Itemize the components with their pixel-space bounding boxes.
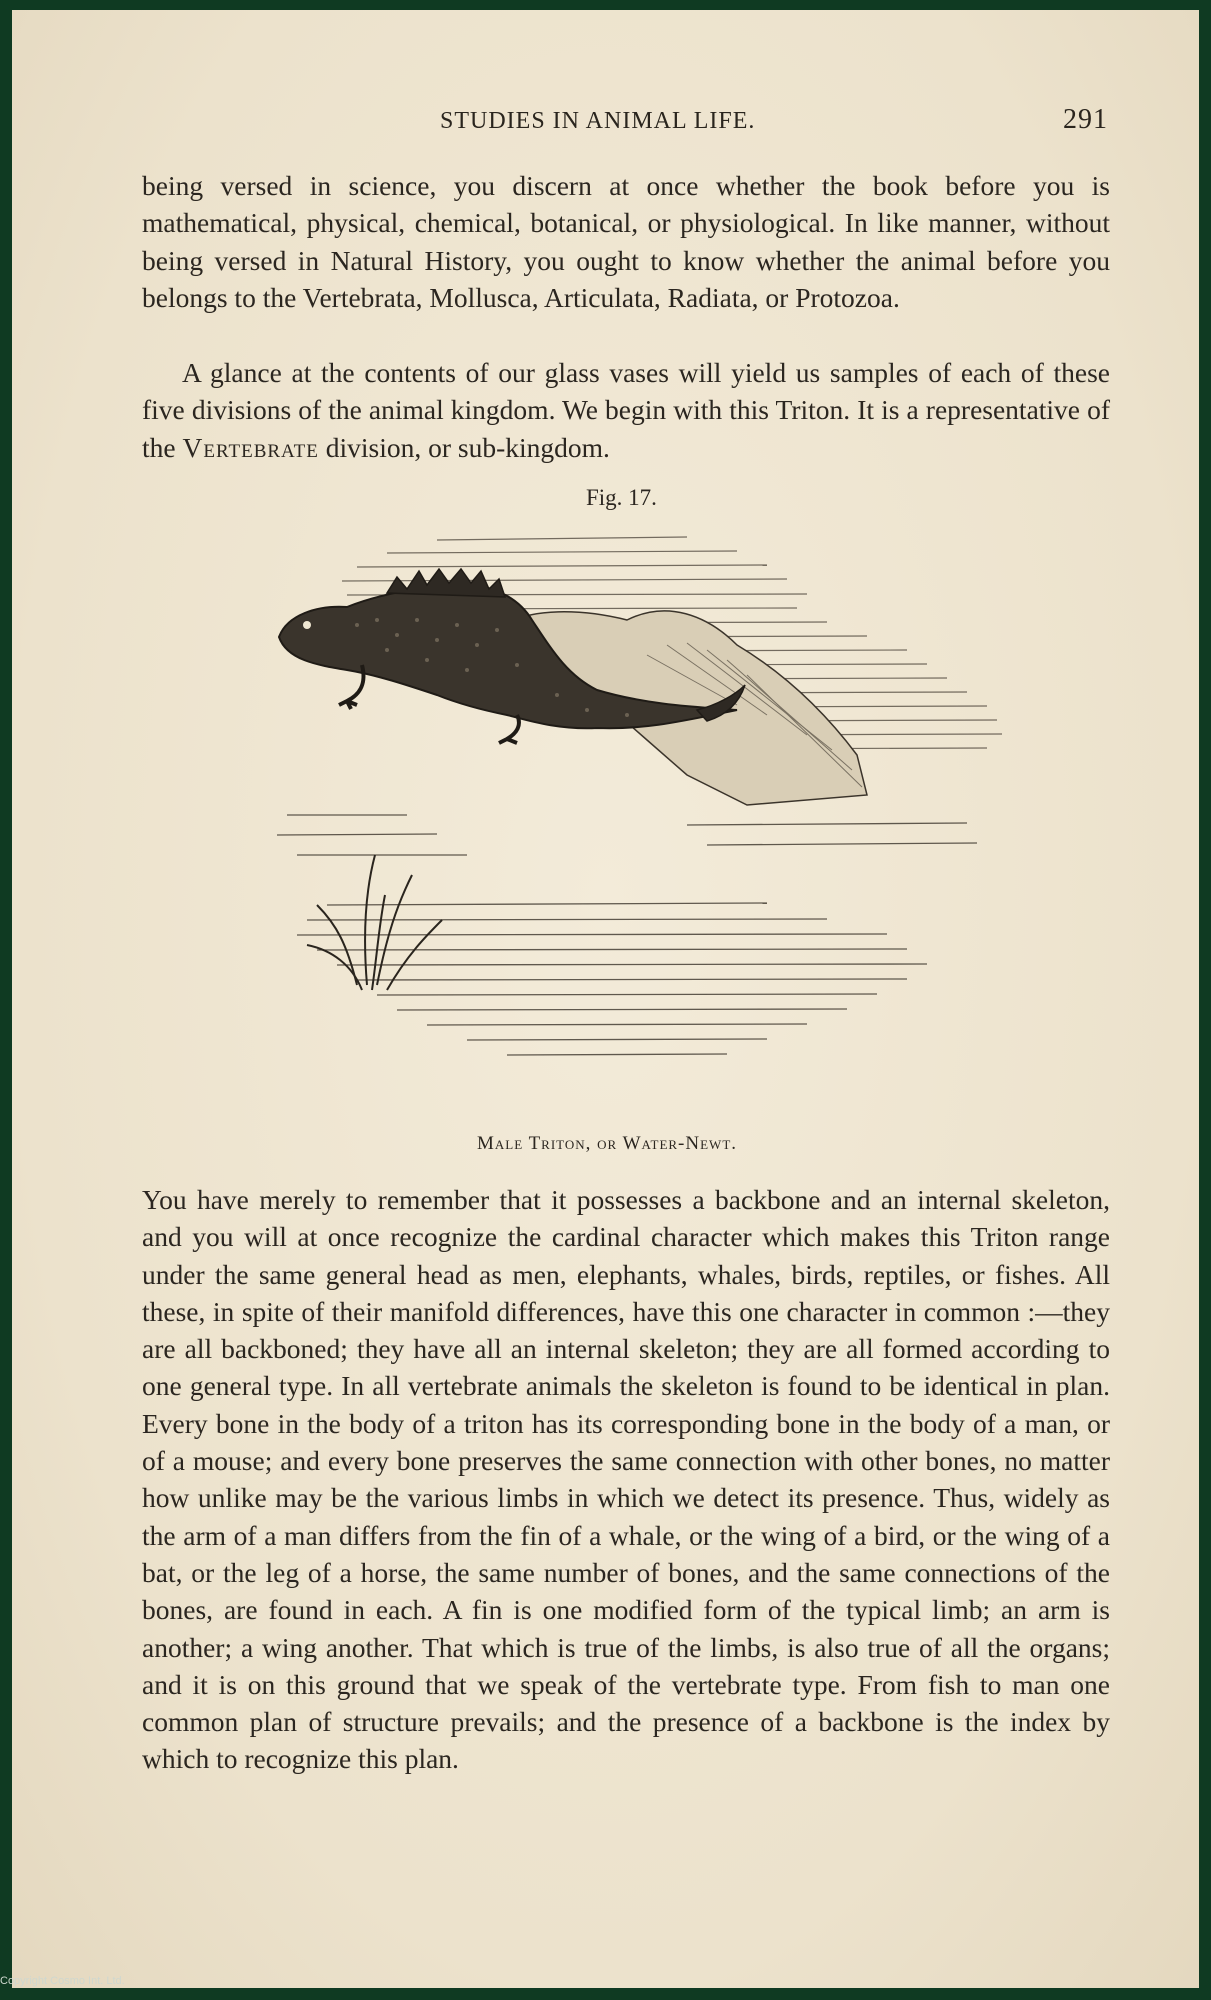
book-page [12,10,1199,1988]
paragraph-3-text: You have merely to remember that it possesses a backbone and an internal skeleton, and you will at once recognize the cardinal character which makes this Triton range under the same general head as men, elephants, whales, birds, reptiles, or fishes. All these, in spite of their manifold differences, have this one character in common :—they are all backboned; they have all an internal skeleton; they are all formed according to one general type. In all vertebrate animals the skeleton is found to be identical in plan. Every bone in the body of a triton has its corresponding bone in the body of a man, or of a mouse; and every bone preserves the same connection with other bones, no matter how unlike may be the various limbs in which we detect its presence. Thus, widely as the arm of a man differs from the fin of a whale, or the wing of a bird, or the wing of a bat, or the leg of a horse, the same number of bones, and the same connections of the bones, are found in each. A fin is one modified form of the typical limb; an arm is another; a wing another. That which is true of the limbs, is also true of all the organs; and it is on this ground that we speak of the vertebrate type. From fish to man one common plan of structure prevails; and the presence of a backbone is the index by which to recognize this plan. [142,1184,1110,1775]
newt-hind-leg [499,715,519,743]
newt-illustration [267,525,1007,1115]
figure-label: Fig. 17. [586,485,657,510]
page-number: 291 [1063,104,1108,135]
newt-eye [303,621,311,629]
reeds [307,855,442,990]
paragraph-3 [142,1181,1110,1778]
running-head [440,106,1108,140]
paragraph-1 [142,167,1110,316]
figure-caption: Male Triton, or Water-Newt. [477,1133,738,1154]
newt-crest [387,569,505,597]
paragraph-1-text: being versed in science, you discern at once whether the book before you is mathematical, physical, chemical, botanical, or physiological. In like manner, without being versed in Natural History, you ought to know whether the animal before you belongs to the Vertebrata, Mollusca, Articulata, Radiata, or Protozoa. [142,170,1110,313]
paragraph-2-after: division, or sub-kingdom. [318,431,610,463]
copyright-footer: Copyright Cosmo Int. Ltd. [0,1975,125,1987]
paragraph-2-text [142,354,1110,466]
running-head-title: STUDIES IN ANIMAL LIFE. [440,108,756,134]
water-hatching [277,815,977,1055]
paragraph-2-smallcaps: Vertebrate [182,431,319,463]
paragraph-2 [142,354,1110,466]
paragraph-2-before: A glance at the contents of our glass vases will yield us samples of each of these five divisions of the animal kingdom. We begin with this Triton. It is a representative of the [142,357,1110,463]
